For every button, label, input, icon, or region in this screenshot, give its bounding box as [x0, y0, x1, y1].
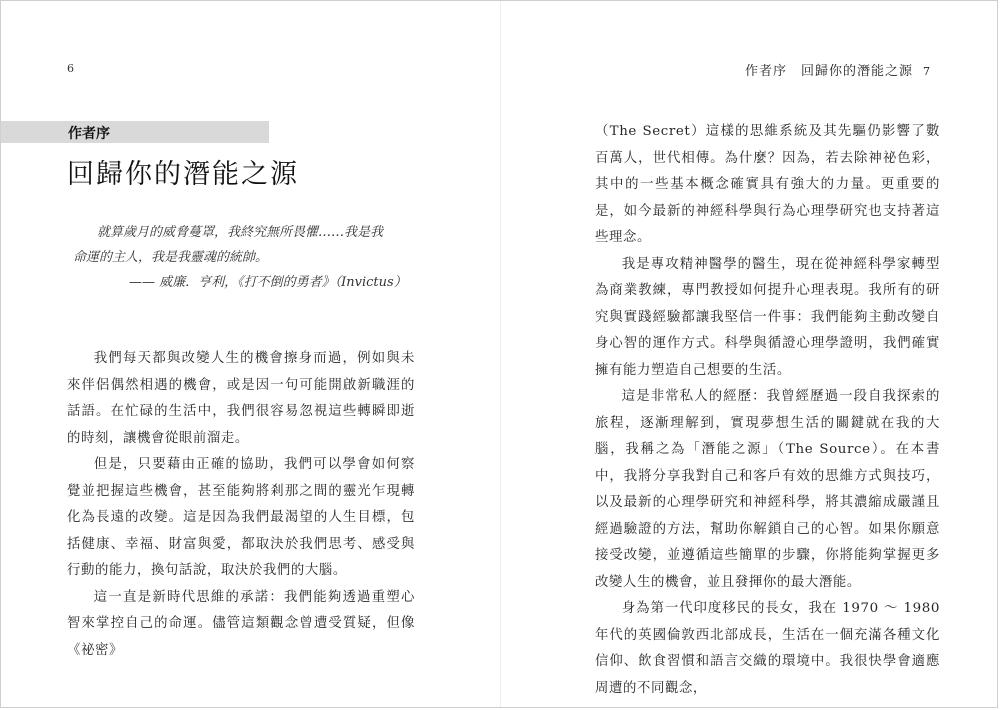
page-gutter [500, 1, 501, 707]
left-page-number: 6 [67, 62, 74, 75]
running-head [745, 60, 931, 79]
paragraph: 但是，只要藉由正確的協助，我們可以學會如何察覺並把握這些機會，甚至能夠將剎那之間的靈光乍現轉化為長遠的改變。這是因為我們最渴望的人生目標，包括健康、幸福、財富與愛，都取決於我們思考、感受與行動的能力，換句話說，取決於我們的大腦。 [67, 457, 415, 578]
epigraph-line: 就算歲月的威脅蔓罩，我終究無所畏懼……我是我 [97, 225, 384, 240]
paragraph: 這一直是新時代思維的承諾：我們能夠透過重塑心智來掌控自己的命運。儘管這類觀念曾遭受質疑，但像《祕密》 [67, 589, 415, 658]
continued-paragraph: （The Secret）這樣的思維系統及其先驅仍影響了數百萬人，世代相傳。為什麼？因為，若去除神祕色彩，其中的一些基本概念確實具有強大的力量。更重要的是，如今最新的神經科學與行為心理學研究也支持著這些理念。 [595, 124, 940, 245]
paragraph: 這是非常私人的經歷：我曾經歷過一段自我探索的旅程，逐漸理解到，實現夢想生活的關鍵就在我的大腦，我稱之為「潛能之源」（The Source）。在本書中，我將分享我對自己和客戶有效的思維方式與技巧，以及最新的心理學研究和神經科學，將其濃縮成嚴謹且經過驗證的方法，幫助你解鎖自己的心智。如果你願意接受改變，並遵循這些簡單的步驟，你將能夠掌握更多改變人生的機會，並且發揮你的最大潛能。 [595, 389, 940, 590]
section-label: 作者序 [68, 126, 110, 142]
right-page-number: 7 [923, 65, 931, 78]
left-page-body [67, 346, 415, 664]
paragraph: 我們每天都與改變人生的機會擦身而過，例如與未來伴侶偶然相遇的機會，或是因一句可能開啟新職涯的話語。在忙碌的生活中，我們很容易忽視這些轉瞬即逝的時刻，讓機會從眼前溜走。 [67, 351, 415, 446]
epigraph [73, 220, 417, 295]
epigraph-line: 命運的主人，我是我靈魂的統帥。 [73, 250, 269, 265]
epigraph-attribution: —— 威廉．亨利，《打不倒的勇者》（Invictus） [129, 275, 407, 290]
paragraph: 身為第一代印度移民的長女，我在 1970 ～ 1980 年代的英國倫敦西北部成長，生活在一個充滿各種文化信仰、飲食習慣和語言交織的環境中。我很快學會適應周遭的不同觀念， [595, 601, 940, 696]
running-head-title: 作者序 回歸你的潛能之源 [744, 64, 913, 79]
chapter-title: 回歸你的潛能之源 [67, 159, 299, 190]
section-label-bar [1, 121, 269, 143]
paragraph: 我是專攻精神醫學的醫生，現在從神經科學家轉型為商業教練，專門教授如何提升心理表現。我所有的研究與實踐經驗都讓我堅信一件事：我們能夠主動改變自身心智的運作方式。科學與循證心理學證明，我們確實擁有能力塑造自己想要的生活。 [595, 256, 940, 378]
right-page-body [595, 119, 940, 702]
